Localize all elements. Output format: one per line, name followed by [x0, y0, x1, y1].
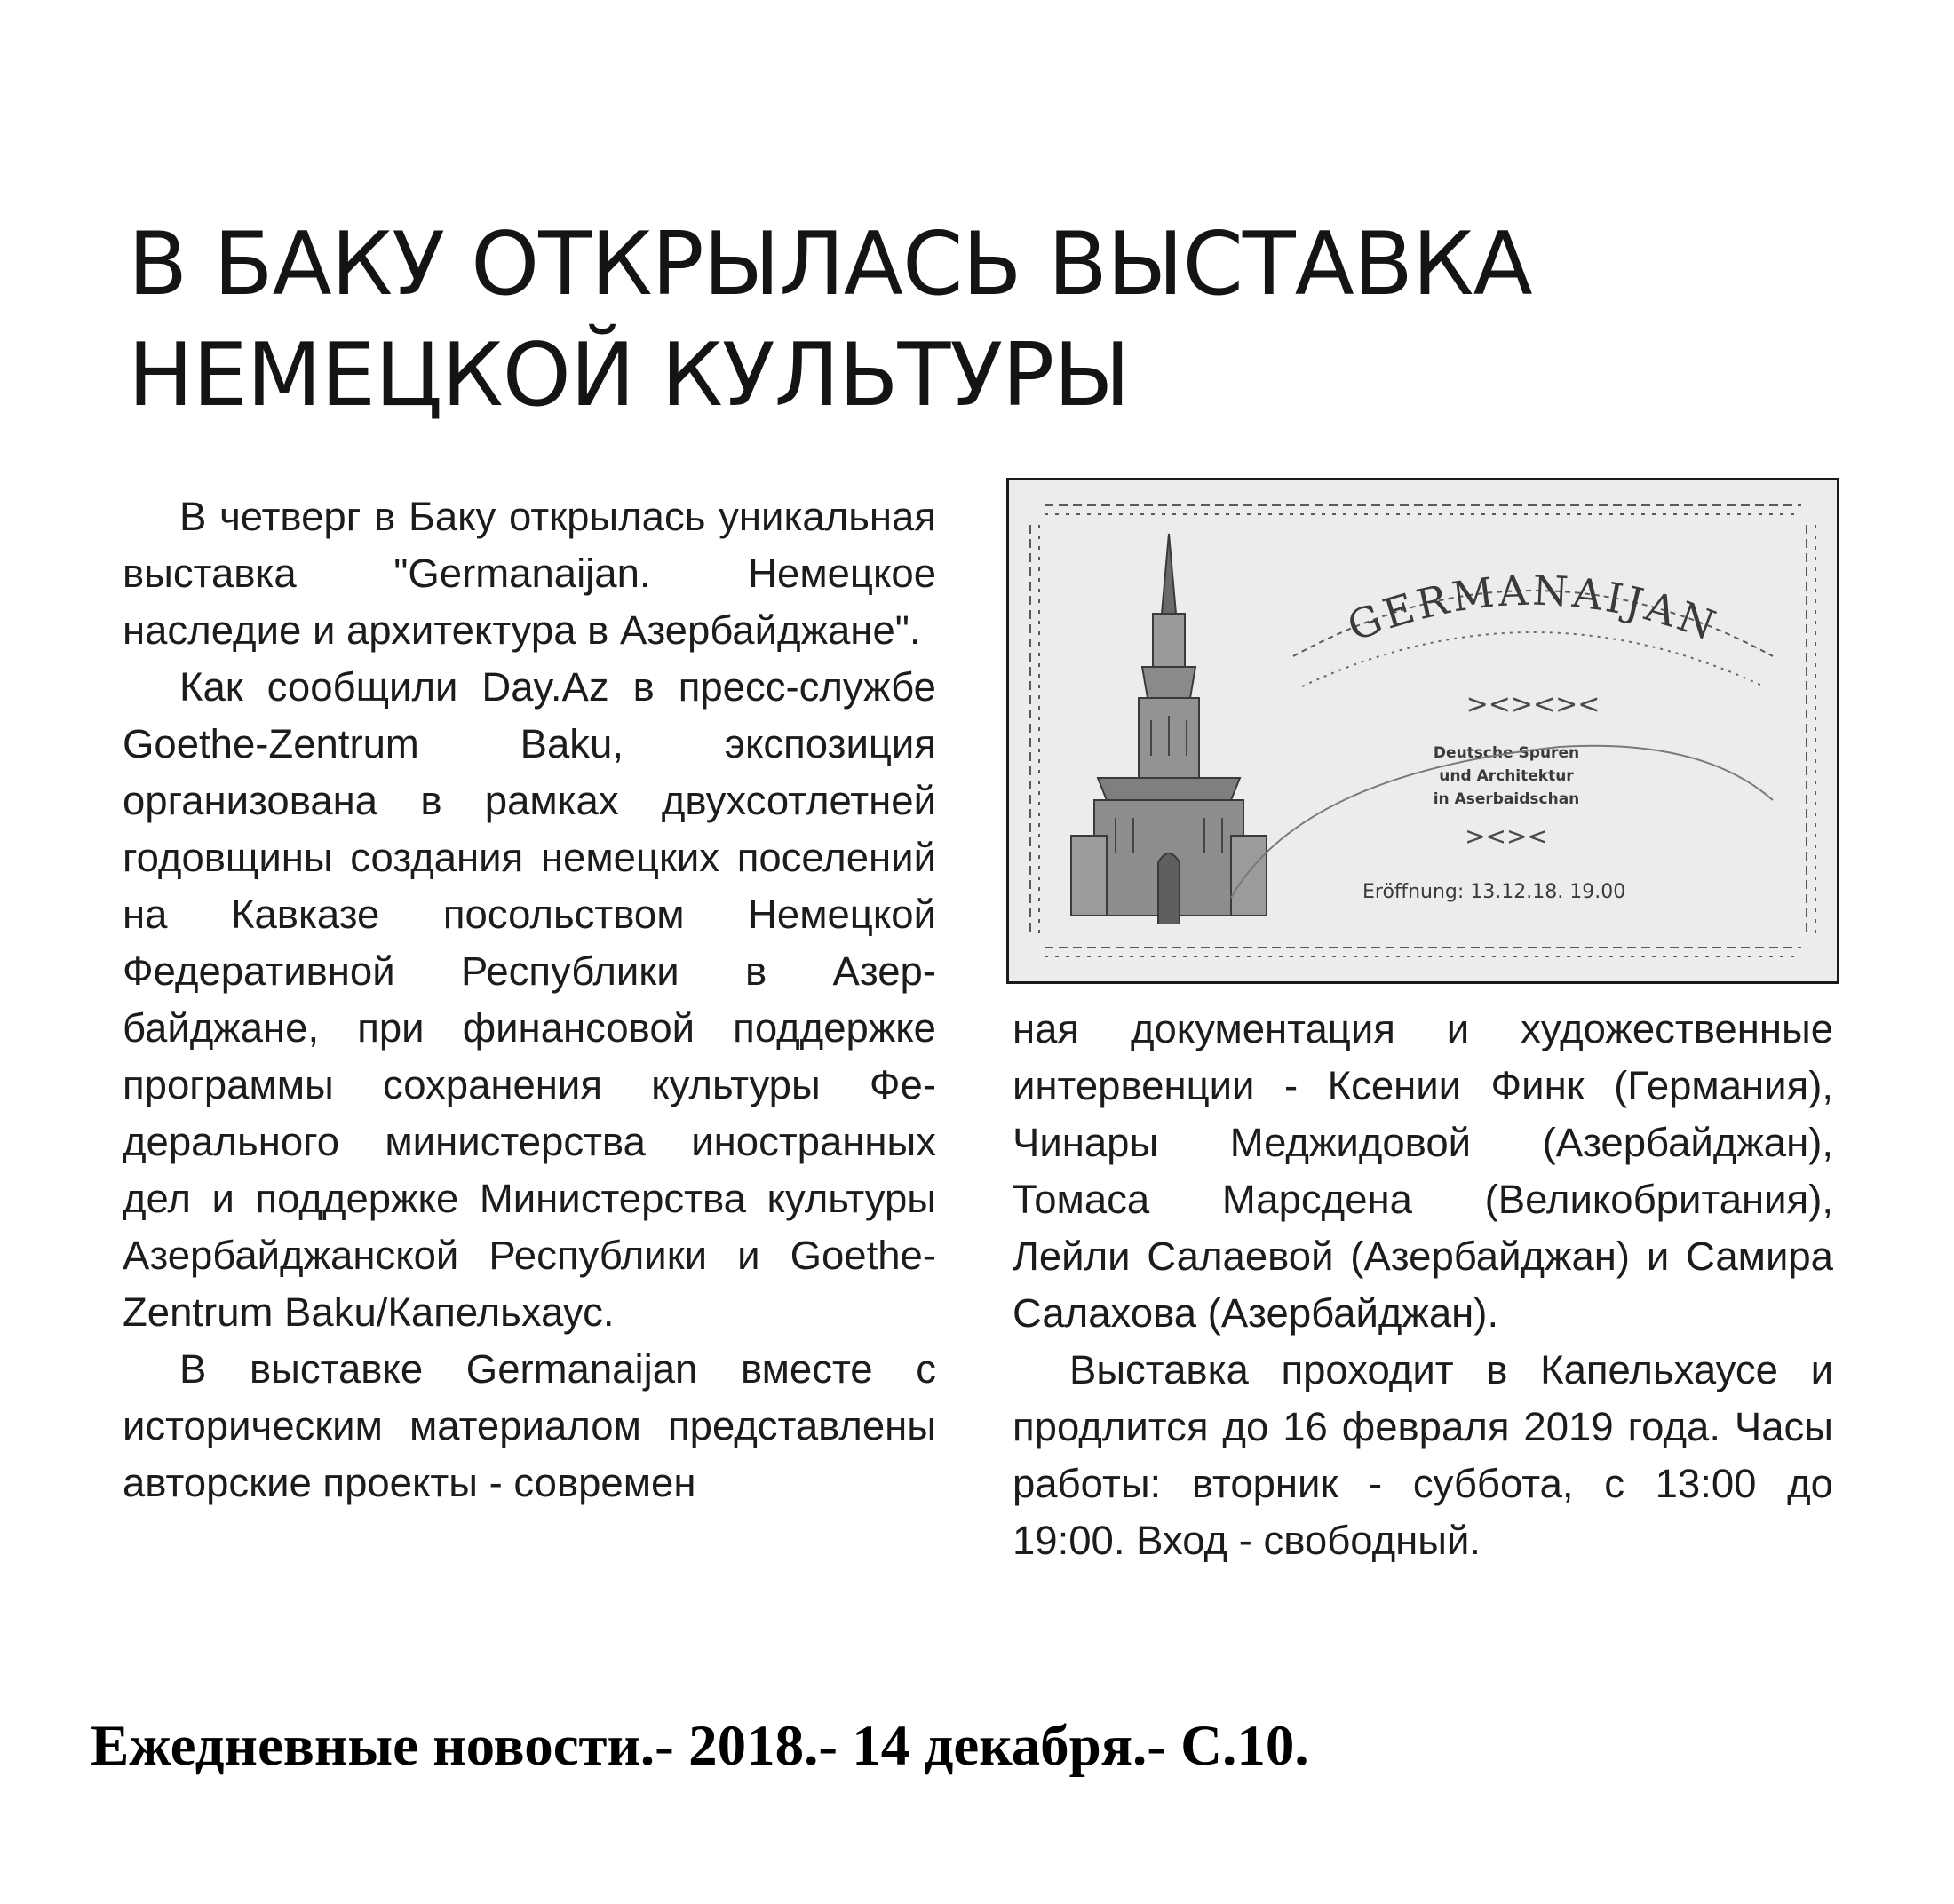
poster-opening-date: Eröffnung: 13.12.18. 19.00	[1362, 881, 1626, 903]
poster-subtitle-line-2: und Architektur	[1439, 767, 1574, 785]
poster-illustration	[1009, 480, 1837, 981]
source-citation: Ежедневные новости.- 2018.- 14 декабря.- С.10.	[91, 1714, 1309, 1778]
headline	[128, 210, 1815, 432]
ornament-row-upper: ><><><	[1466, 689, 1601, 720]
paragraph-4: ная документация и художественные интервенции - Ксении Финк (Германия), Чинары Меджидовой (Азербайджан), Томаса Марсдена (Великобритания), Лейли Салаевой (Азербайджан) и Самира Салахова (Азербайджан).	[1013, 1006, 1833, 1336]
paragraph-1: В четверг в Баку открылась уникальная выставка "Germanaijan. Немецкое наследие и архитектура в Азербайджане".	[123, 494, 936, 653]
exhibition-poster-photo	[1006, 478, 1839, 984]
poster-subtitle-line-3: in Aserbaidschan	[1433, 790, 1580, 808]
poster-subtitle-line-1: Deutsche Spuren	[1433, 744, 1580, 762]
article-column-right	[1013, 1001, 1833, 1569]
paragraph-5: Выставка проходит в Капельхаусе и продлится до 16 февраля 2019 года. Часы работы: вторник - суббота, с 13:00 до 19:00. Вход - свободный.	[1013, 1347, 1833, 1563]
paragraph-3: В выставке Germanaijan вместе с историческим материалом представлены авторские проекты - современ	[123, 1346, 936, 1505]
poster-title: GERMANAIJAN	[1340, 566, 1725, 651]
paragraph-2: Как сообщили Day.Az в пресс-службе Goethe-Zentrum Baku, экспозиция организована в рамках двухсотлетней годовщины создания немецких поселений на Кавказе посольством Немецкой Федеративной Республики в Азербайджане, при финансовой поддержке программы сохранения культуры Федерального министерства иностранных дел и поддержке Министерства культуры Азербайджанской Республики и Goethe-Zentrum Baku/Капельхаус.	[123, 664, 936, 1335]
headline-line-2: НЕМЕЦКОЙ КУЛЬТУРЫ	[128, 325, 1130, 426]
ornament-row-lower: ><><	[1465, 821, 1548, 851]
article-column-left	[123, 488, 936, 1511]
headline-line-1: В БАКУ ОТКРЫЛАСЬ ВЫСТАВКА	[128, 214, 1532, 315]
